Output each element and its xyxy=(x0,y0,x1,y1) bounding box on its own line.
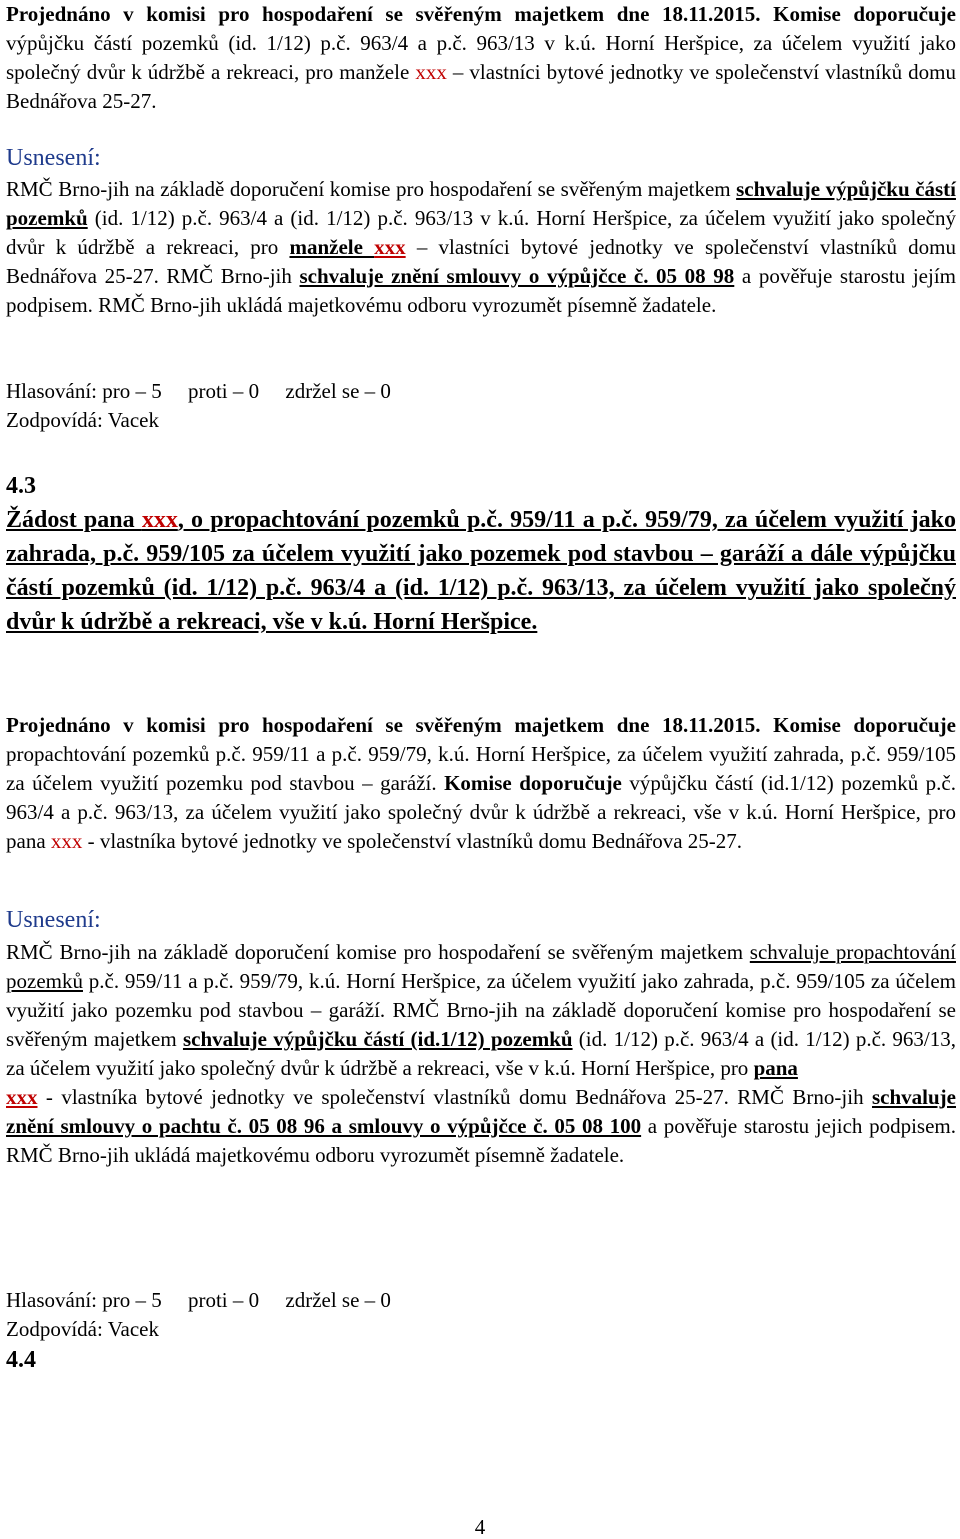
resolution-text-2 xyxy=(6,938,956,1170)
responsible-line: Zodpovídá: Vacek xyxy=(6,408,159,432)
resolution-contract: schvaluje znění smlouvy o pachtu č. 05 08 96 a smlouvy o výpůjčce č. 05 08 100 xyxy=(6,1085,956,1138)
commission-note-2 xyxy=(6,711,956,856)
resolution-text: - vlastníka bytové jednotky ve společenství vlastníků domu Bednářova 25-27. RMČ Brno-jih xyxy=(37,1085,872,1109)
resolution-text: a pověřuje starostu jejich podpisem. RMČ Brno-jih ukládá majetkovému odboru vyrozumět písemně žadatele. xyxy=(6,1114,956,1167)
commission-recommends: Projednáno v komisi pro hospodaření se svěřeným majetkem dne 18.11.2015. Komise doporučuje xyxy=(6,713,956,737)
note-text: - vlastníka bytové jednotky ve společenství vlastníků domu Bednářova 25-27. xyxy=(82,829,743,853)
resolution-approves: schvaluje výpůjčku částí (id.1/12) pozemků xyxy=(182,1027,573,1051)
resolution-text: (id. 1/12) p.č. 963/4 a (id. 1/12) p.č. 963/13, za účelem využití jako společný dvůr k údržbě a rekreaci, vše v k.ú. Horní Heršpice, pro xyxy=(6,1027,956,1080)
resolution-text: RMČ Brno-jih na základě doporučení komise pro hospodaření se svěřeným majetkem xyxy=(6,940,750,964)
redacted-name: xxx xyxy=(374,235,406,259)
redacted-name: xxx xyxy=(415,60,447,84)
resolution-text: a pověřuje starostu jejím podpisem. RMČ Brno-jih ukládá majetkovému odboru vyrozumět písemně žadatele. xyxy=(6,264,956,317)
section-number: 4.4 xyxy=(6,1347,36,1373)
section-title-text: Žádost pana xyxy=(6,507,142,533)
resolution-heading: Usnesení: xyxy=(6,907,101,933)
responsible-line: Zodpovídá: Vacek xyxy=(6,1317,159,1341)
resolution-approves: schvaluje propachtování pozemků xyxy=(6,940,956,993)
resolution-heading: Usnesení: xyxy=(6,145,101,171)
section-title-text: , o propachtování pozemků p.č. 959/11 a p.č. 959/79, za účelem využití jako zahrada, p.č. 959/105 za účelem využití jako pozemek pod stavbou – garáží a dále výpůjčku částí pozemků (id. 1/12) p.č. 963/4 a (id. 1/12) p.č. 963/13, za účelem využití jako společný dvůr k údržbě a rekreaci, vše v k.ú. Horní Heršpice. xyxy=(6,507,956,635)
note-text: výpůjčku částí (id.1/12) pozemků p.č. 963/4 a p.č. 963/13, za účelem využití jako společný dvůr k údržbě a rekreaci, vše v k.ú. Horní Heršpice, pro pana xyxy=(6,771,957,853)
resolution-text: – vlastníci bytové jednotky ve společenství vlastníků domu Bednářova 25-27. RMČ Brno-jih xyxy=(6,235,956,288)
note-text: propachtování pozemků p.č. 959/11 a p.č. 959/79, k.ú. Horní Heršpice, za účelem využití zahrada, p.č. 959/105 za účelem využití pozemku pod stavbou – garáží. xyxy=(6,742,956,795)
vote-line: Hlasování: pro – 5 proti – 0 zdržel se – 0 xyxy=(6,1288,391,1312)
redacted-name: xxx xyxy=(6,1085,38,1109)
redacted-name: xxx xyxy=(141,507,178,533)
resolution-text: RMČ Brno-jih na základě doporučení komise pro hospodaření se svěřeným majetkem xyxy=(6,177,737,201)
resolution-beneficiary: manžele xyxy=(289,235,375,259)
commission-note-1 xyxy=(6,0,956,116)
resolution-contract: schvaluje znění smlouvy o výpůjčce č. 05 08 98 xyxy=(299,264,735,288)
redacted-name: xxx xyxy=(50,829,83,853)
section-number: 4.3 xyxy=(6,473,36,499)
note-text: výpůjčku částí pozemků (id. 1/12) p.č. 963/4 a p.č. 963/13 v k.ú. Horní Heršpice, za účelem využití jako společný dvůr k údržbě a rekreaci, pro manžele xyxy=(6,31,956,84)
section-title xyxy=(6,503,956,639)
resolution-text-1 xyxy=(6,175,956,320)
note-text: – vlastníci bytové jednotky ve společenství vlastníků domu Bednářova 25-27. xyxy=(6,60,956,113)
resolution-text: p.č. 959/11 a p.č. 959/79, k.ú. Horní Heršpice, za účelem využití jako zahrada, p.č. 959/105 za účelem využití jako pozemku pod stavbou – garáží. RMČ Brno-jih na základě doporučení komise pro hospodaření se svěřeným majetkem xyxy=(6,969,956,1051)
vote-line: Hlasování: pro – 5 proti – 0 zdržel se – 0 xyxy=(6,379,391,403)
commission-recommends: Komise doporučuje xyxy=(444,771,622,795)
resolution-approves: schvaluje výpůjčku částí pozemků xyxy=(6,177,956,230)
resolution-beneficiary: pana xyxy=(753,1056,798,1080)
page-number: 4 xyxy=(474,1515,486,1539)
commission-recommends: Projednáno v komisi pro hospodaření se svěřeným majetkem dne 18.11.2015. Komise doporučuje xyxy=(6,2,956,26)
resolution-text: (id. 1/12) p.č. 963/4 a (id. 1/12) p.č. 963/13 v k.ú. Horní Heršpice, za účelem využití jako společný dvůr k údržbě a rekreaci, pro xyxy=(6,206,956,259)
